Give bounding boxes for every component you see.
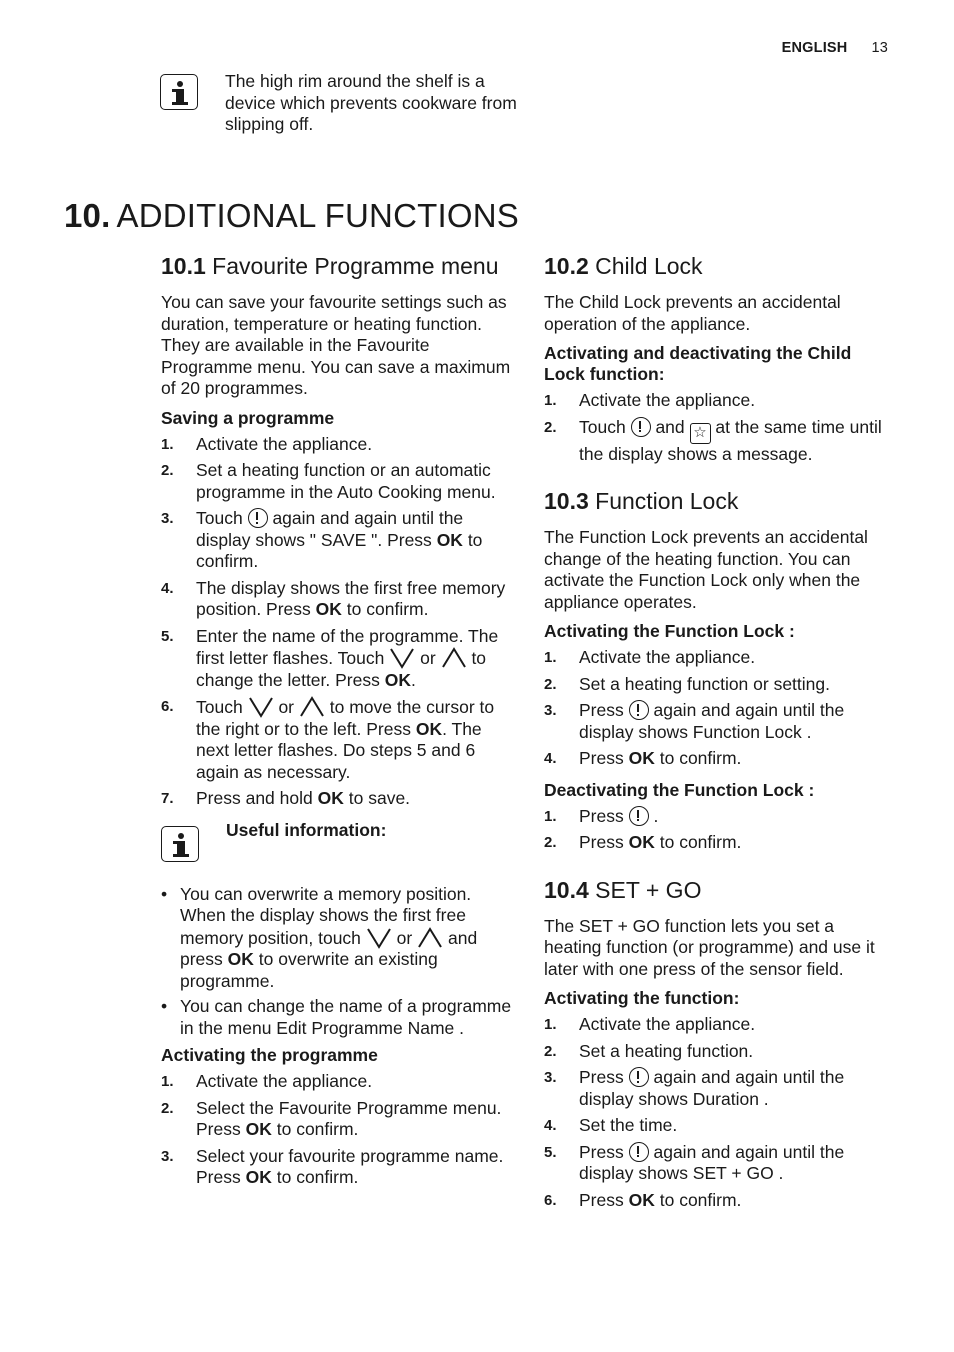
step-text: Select the Favourite Programme menu. Press bbox=[196, 1097, 502, 1139]
saving-heading: Saving a programme bbox=[161, 407, 335, 428]
list-item bbox=[544, 1014, 896, 1036]
ok-label: OK bbox=[315, 599, 342, 619]
info-icon bbox=[161, 826, 199, 862]
favourite-intro: You can save your favourite settings such as duration, temperature or heating function. They are available in the Favourite Programme menu. You can save a maximum of 20 programmes. bbox=[161, 292, 511, 398]
list-item bbox=[161, 508, 513, 573]
clock-icon bbox=[629, 806, 649, 826]
step-text: Set a heating function. bbox=[579, 1040, 754, 1061]
step-text: Press bbox=[579, 700, 624, 720]
step-text: Select your favourite programme name. Press bbox=[196, 1145, 504, 1187]
useful-bullets bbox=[161, 884, 513, 1040]
list-item bbox=[161, 434, 513, 456]
saving-steps bbox=[161, 434, 513, 810]
step-text: to confirm. bbox=[346, 599, 429, 619]
step-text: Press bbox=[579, 1067, 624, 1087]
section-number: 10.3 bbox=[544, 488, 589, 514]
section-title-favourite bbox=[161, 252, 513, 280]
ok-label: OK bbox=[317, 788, 344, 808]
list-item bbox=[161, 1146, 513, 1189]
step-number: 3. bbox=[544, 1069, 557, 1086]
set-go-heading: Activating the function: bbox=[544, 988, 740, 1008]
list-item bbox=[544, 748, 896, 770]
step-text: Set a heating function or an automatic programme in the Auto Cooking menu. bbox=[196, 460, 496, 502]
step-number: 5. bbox=[544, 1143, 557, 1161]
list-item bbox=[544, 390, 896, 412]
child-lock-heading: Activating and deactivating the Child Lock function: bbox=[544, 343, 852, 384]
bullet-text: to overwrite an existing programme. bbox=[180, 949, 438, 991]
bullet-text: You can change the name of a programme in the menu Edit Programme Name . bbox=[180, 996, 512, 1038]
bullet-text: and press bbox=[180, 927, 478, 969]
step-number: 3. bbox=[161, 510, 174, 527]
set-go-intro: The SET + GO function lets you set a heating function (or programme) and use it later with one press of the sensor field. bbox=[544, 915, 875, 979]
step-text: Set the time. bbox=[579, 1115, 678, 1135]
function-lock-deactivate-heading: Deactivating the Function Lock : bbox=[544, 779, 815, 800]
list-item bbox=[161, 626, 513, 692]
step-number: 1. bbox=[544, 1016, 557, 1033]
step-text: to confirm. bbox=[659, 748, 742, 768]
list-item bbox=[544, 1142, 896, 1185]
step-number: 2. bbox=[544, 418, 557, 436]
ok-label: OK bbox=[436, 529, 463, 550]
step-number: 4. bbox=[544, 1117, 557, 1134]
ok-label: OK bbox=[628, 748, 655, 768]
section-title-text: SET + GO bbox=[595, 876, 702, 903]
step-text: at the same time until the display shows a message. bbox=[579, 416, 882, 464]
list-item bbox=[544, 1115, 896, 1137]
ok-label: OK bbox=[628, 832, 655, 852]
list-item bbox=[161, 788, 513, 810]
ok-label: OK bbox=[245, 1167, 272, 1187]
step-text: and bbox=[655, 416, 685, 437]
step-number: 1. bbox=[161, 435, 174, 453]
step-text: Activate the appliance. bbox=[579, 1014, 756, 1034]
section-number: 10.4 bbox=[544, 876, 589, 903]
useful-title: Useful information: bbox=[226, 819, 387, 840]
step-text: . bbox=[653, 805, 659, 826]
step-text: The display shows the first free memory position. Press bbox=[196, 577, 506, 619]
step-text: Touch bbox=[579, 416, 626, 437]
step-text: . The next letter flashes. Do steps 5 and 6 again as necessary. bbox=[196, 718, 482, 782]
chapter-title-text: ADDITIONAL FUNCTIONS bbox=[116, 197, 519, 234]
ok-label: OK bbox=[415, 718, 443, 739]
section-title-child-lock bbox=[544, 252, 896, 280]
ok-label: OK bbox=[245, 1119, 272, 1139]
child-lock-steps bbox=[544, 390, 896, 465]
step-text: again and again until the display shows Function Lock . bbox=[579, 700, 845, 742]
child-lock-intro: The Child Lock prevents an accidental operation of the appliance. bbox=[544, 292, 841, 334]
list-item bbox=[161, 460, 513, 503]
list-item bbox=[544, 1190, 896, 1212]
step-number: 2. bbox=[544, 1042, 557, 1060]
step-text: or bbox=[278, 697, 295, 717]
step-number: 1. bbox=[161, 1073, 174, 1090]
step-text: again and again until the display shows Duration . bbox=[579, 1067, 845, 1109]
list-item bbox=[544, 1067, 896, 1110]
step-text: to confirm. bbox=[276, 1119, 359, 1139]
bullet-text: You can overwrite a memory position. When the display shows the first free memory position, touch bbox=[180, 883, 472, 948]
favourite-star-icon: ☆ bbox=[690, 423, 711, 444]
ok-label: OK bbox=[227, 949, 254, 969]
step-text: to save. bbox=[348, 788, 411, 808]
function-lock-activate-heading: Activating the Function Lock : bbox=[544, 621, 795, 641]
step-text: or bbox=[420, 648, 436, 668]
right-column bbox=[544, 252, 896, 1221]
clock-icon bbox=[629, 1067, 649, 1087]
ok-label: OK bbox=[628, 1189, 655, 1210]
step-number: 2. bbox=[161, 1099, 174, 1117]
step-text: Activate the appliance. bbox=[196, 433, 373, 454]
step-number: 2. bbox=[544, 834, 557, 851]
step-number: 1. bbox=[544, 392, 557, 409]
clock-icon bbox=[248, 508, 268, 528]
list-item bbox=[544, 1041, 896, 1063]
chevron-up-icon bbox=[441, 647, 467, 669]
ok-label: OK bbox=[384, 669, 411, 690]
chevron-down-icon bbox=[366, 927, 392, 949]
section-title-function-lock bbox=[544, 487, 896, 515]
step-number: 1. bbox=[544, 649, 557, 666]
step-text: Press bbox=[579, 1189, 624, 1210]
step-text: to confirm. bbox=[276, 1167, 359, 1187]
step-text: Press and hold bbox=[196, 788, 313, 808]
chevron-down-icon bbox=[389, 647, 415, 669]
step-text: Touch bbox=[196, 508, 243, 528]
list-item bbox=[544, 674, 896, 696]
list-item bbox=[544, 417, 896, 466]
activating-programme-heading: Activating the programme bbox=[161, 1045, 378, 1065]
step-text: to confirm. bbox=[196, 529, 483, 571]
function-lock-intro: The Function Lock prevents an accidental change of the heating function. You can activate the Function Lock only when the appliance operates. bbox=[544, 527, 868, 612]
section-title-text: Favourite Programme menu bbox=[212, 253, 499, 279]
step-number: 4. bbox=[544, 750, 557, 767]
list-item bbox=[161, 1071, 513, 1093]
step-number: 6. bbox=[544, 1191, 557, 1209]
step-number: 3. bbox=[161, 1147, 174, 1165]
step-text: to move the cursor to the right or to the left. Press bbox=[196, 697, 495, 739]
list-item bbox=[161, 1098, 513, 1141]
step-number: 6. bbox=[161, 698, 174, 715]
list-item bbox=[544, 806, 896, 828]
step-text: Touch bbox=[196, 697, 243, 717]
step-number: 4. bbox=[161, 579, 174, 597]
step-text: Activate the appliance. bbox=[579, 390, 756, 410]
left-column bbox=[161, 252, 513, 1199]
clock-icon bbox=[629, 700, 649, 720]
function-lock-deactivate-steps bbox=[544, 806, 896, 854]
useful-information-note bbox=[161, 820, 513, 884]
step-number: 2. bbox=[161, 462, 174, 479]
clock-icon bbox=[631, 417, 651, 437]
step-text: . bbox=[411, 669, 416, 690]
list-item bbox=[544, 700, 896, 743]
list-item bbox=[161, 884, 513, 993]
activating-programme-steps bbox=[161, 1071, 513, 1189]
step-text: Press bbox=[579, 805, 624, 826]
step-text: Enter the name of the programme. The first letter flashes. Touch bbox=[196, 625, 499, 668]
page-number: 13 bbox=[871, 40, 888, 56]
step-number: 3. bbox=[544, 702, 557, 719]
step-number: 5. bbox=[161, 627, 174, 645]
section-title-set-go bbox=[544, 876, 896, 904]
section-title-text: Function Lock bbox=[595, 488, 739, 514]
info-icon bbox=[160, 74, 198, 110]
bullet-text: or bbox=[396, 927, 413, 948]
list-item bbox=[544, 832, 896, 854]
step-text: to change the letter. Press bbox=[196, 648, 487, 690]
page-header bbox=[782, 38, 888, 60]
chapter-title bbox=[64, 196, 519, 236]
section-number: 10.2 bbox=[544, 253, 589, 279]
clock-icon bbox=[629, 1142, 649, 1162]
step-text: again and again until the display shows " SAVE ". Press bbox=[196, 508, 464, 550]
list-item bbox=[161, 696, 513, 783]
section-title-text: Child Lock bbox=[595, 253, 703, 279]
section-number: 10.1 bbox=[161, 253, 206, 279]
set-go-steps bbox=[544, 1014, 896, 1211]
step-text: Press bbox=[579, 832, 624, 852]
list-item bbox=[544, 647, 896, 669]
step-text: Press bbox=[579, 748, 624, 768]
step-text: Activate the appliance. bbox=[196, 1071, 373, 1091]
step-text: to confirm. bbox=[659, 832, 742, 852]
chevron-down-icon bbox=[248, 696, 274, 718]
step-number: 7. bbox=[161, 790, 174, 807]
header-language: ENGLISH bbox=[781, 40, 848, 56]
step-text: Press bbox=[579, 1141, 624, 1162]
chevron-up-icon bbox=[417, 927, 443, 949]
chevron-up-icon bbox=[299, 696, 325, 718]
step-text: Activate the appliance. bbox=[579, 647, 756, 667]
function-lock-activate-steps bbox=[544, 647, 896, 770]
top-note: The high rim around the shelf is a device which prevents cookware from slipping off. bbox=[225, 71, 517, 134]
list-item bbox=[161, 996, 513, 1039]
step-text: again and again until the display shows SET + GO . bbox=[579, 1141, 845, 1183]
step-text: to confirm. bbox=[659, 1189, 742, 1210]
chapter-number: 10. bbox=[64, 197, 111, 234]
list-item bbox=[161, 578, 513, 621]
step-number: 1. bbox=[544, 807, 557, 825]
step-text: Set a heating function or setting. bbox=[579, 673, 830, 694]
step-number: 2. bbox=[544, 675, 557, 693]
